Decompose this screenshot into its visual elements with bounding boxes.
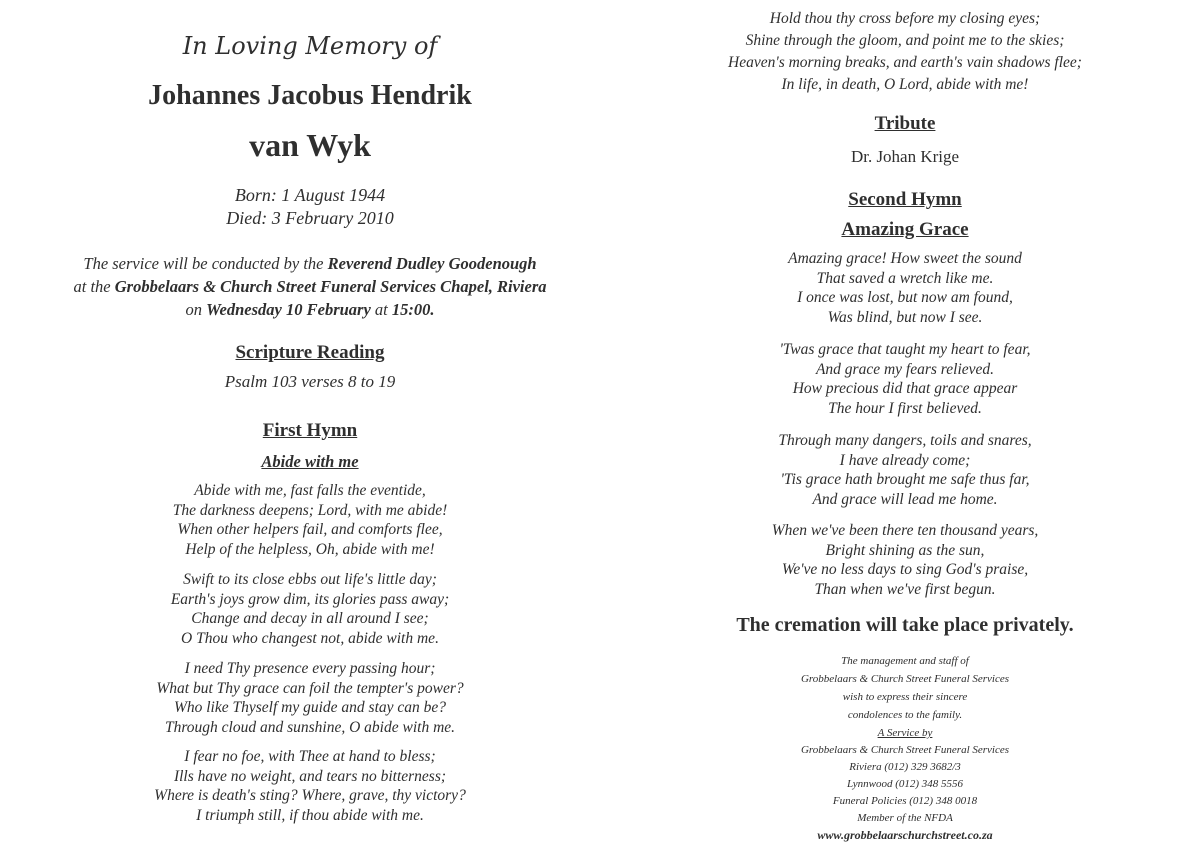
second-hymn-verse (610, 340, 1200, 418)
text-line: Heaven's morning breaks, and earth's vain shadows flee; (728, 54, 1082, 71)
tribute-speaker: Dr. Johan Krige (850, 147, 960, 166)
service-text: The service will be conducted by the (83, 254, 328, 273)
second-hymn-title: Amazing Grace (841, 219, 969, 240)
text-line: Member of the NFDA (857, 812, 953, 824)
memorial-heading: In Loving Memory of (182, 32, 438, 60)
text-line: Through many dangers, toils and snares, (778, 432, 1032, 449)
service-details (10, 252, 610, 321)
text-line: Ills have no weight, and tears no bitterness; (173, 767, 447, 785)
first-hymn-verse (10, 659, 610, 737)
text-line: In life, in death, O Lord, abide with me! (781, 76, 1029, 93)
text-line: Swift to its close ebbs out life's little day; (183, 571, 437, 588)
text-line: When other helpers fail, and comforts flee, (177, 521, 443, 539)
cremation-notice: The cremation will take place privately. (736, 614, 1074, 636)
text-line: Who like Thyself my guide and stay can be? (173, 699, 447, 717)
first-hymn-heading: First Hymn (262, 420, 358, 441)
text-line: wish to express their sincere (842, 691, 968, 703)
text-line: Lynnwood (012) 348 5556 (846, 778, 964, 790)
text-line: What but Thy grace can foil the tempter's power? (156, 679, 464, 697)
text-line: The management and staff of (841, 655, 969, 667)
text-line: Grobbelaars & Church Street Funeral Services (800, 744, 1010, 756)
service-by-label: A Service by (877, 727, 933, 739)
text-line: Funeral Policies (012) 348 0018 (832, 795, 978, 807)
second-hymn-heading: Second Hymn (848, 189, 962, 210)
text-line: The hour I first believed. (828, 399, 982, 417)
first-hymn-verse (10, 481, 610, 559)
died-date: Died: 3 February 2010 (226, 208, 394, 228)
text-line: Abide with me, fast falls the eventide, (194, 482, 426, 499)
scripture-reference: Psalm 103 verses 8 to 19 (224, 372, 396, 391)
text-line: That saved a wretch like me. (816, 269, 994, 287)
text-line: Help of the helpless, Oh, abide with me! (185, 540, 435, 558)
text-line: Amazing grace! How sweet the sound (788, 250, 1022, 267)
scripture-heading: Scripture Reading (235, 342, 385, 363)
text-line: Through cloud and sunshine, O abide with me. (164, 718, 456, 736)
text-line: Bright shining as the sun, (825, 541, 985, 559)
text-line: We've no less days to sing God's praise, (781, 561, 1029, 579)
text-line: Earth's joys grow dim, its glories pass away; (170, 590, 450, 608)
condolences (610, 652, 1200, 724)
text-line: I once was lost, but now am found, (797, 289, 1013, 307)
text-line: Riviera (012) 329 3682/3 (849, 761, 961, 773)
text-line: I fear no foe, with Thee at hand to bless; (184, 748, 436, 765)
text-line: I have already come; (839, 451, 971, 469)
tribute-heading: Tribute (874, 113, 936, 134)
officiant: Reverend Dudley Goodenough (327, 254, 537, 273)
deceased-name-line1: Johannes Jacobus Hendrik (148, 80, 472, 111)
first-hymn-verse (10, 570, 610, 648)
text-line: Change and decay in all around I see; (191, 610, 429, 628)
text-line: 'Tis grace hath brought me safe thus far, (780, 471, 1030, 489)
deceased-name-line2: van Wyk (249, 127, 371, 163)
text-line: And grace will lead me home. (812, 490, 998, 508)
text-line: The darkness deepens; Lord, with me abide! (172, 501, 448, 519)
service-time: 15:00. (391, 300, 435, 319)
venue: Grobbelaars & Church Street Funeral Services Chapel, Riviera (114, 277, 547, 296)
first-hymn-verse (10, 747, 610, 825)
text-line: O Thou who changest not, abide with me. (181, 629, 439, 647)
service-text: at (370, 300, 392, 319)
text-line: Where is death's sting? Where, grave, thy victory? (154, 787, 466, 805)
text-line: When we've been there ten thousand years, (771, 522, 1039, 539)
first-hymn-verse-continued (610, 8, 1200, 96)
text-line: And grace my fears relieved. (815, 360, 995, 378)
text-line: 'Twas grace that taught my heart to fear, (779, 341, 1031, 358)
second-hymn-verse (610, 521, 1200, 599)
text-line: Than when we've first begun. (814, 580, 996, 598)
website-link[interactable]: www.grobbelaarschurchstreet.co.za (817, 828, 993, 842)
first-hymn-title: Abide with me (261, 452, 359, 471)
service-date: Wednesday 10 February (206, 300, 371, 319)
text-line: Was blind, but now I see. (827, 308, 983, 326)
service-text: at the (73, 277, 115, 296)
text-line: Grobbelaars & Church Street Funeral Services (800, 673, 1010, 685)
funeral-home-contacts (610, 725, 1200, 844)
text-line: Hold thou thy cross before my closing eyes; (769, 10, 1041, 27)
text-line: I need Thy presence every passing hour; (184, 660, 436, 677)
text-line: Shine through the gloom, and point me to the skies; (745, 32, 1065, 49)
text-line: How precious did that grace appear (792, 380, 1018, 398)
second-hymn-verse (610, 431, 1200, 509)
text-line: condolences to the family. (847, 709, 963, 721)
born-date: Born: 1 August 1944 (234, 185, 386, 205)
second-hymn-verse (610, 249, 1200, 327)
text-line: I triumph still, if thou abide with me. (196, 806, 424, 824)
service-text: on (185, 300, 207, 319)
